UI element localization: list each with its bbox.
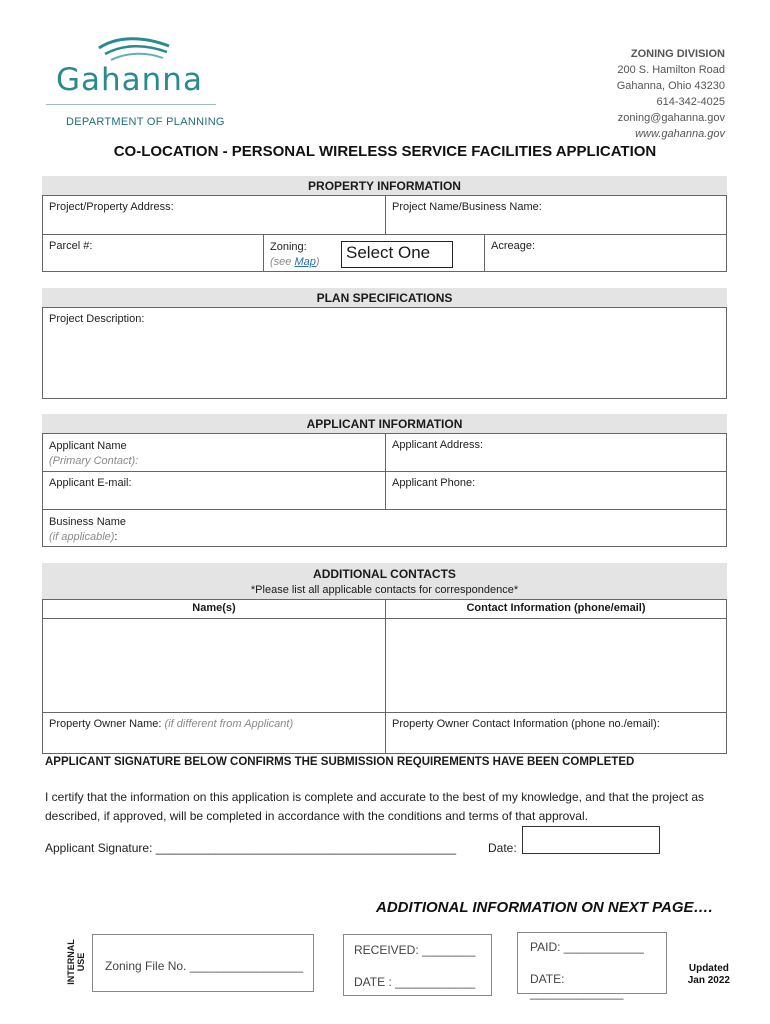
applicant-email-label: Applicant E-mail:	[49, 477, 132, 489]
business-name-label: Business Name	[49, 516, 127, 528]
applicant-phone-field[interactable]	[385, 471, 727, 510]
contact-block	[617, 46, 725, 142]
applicant-name-field[interactable]	[42, 433, 386, 472]
zoning-select[interactable]: Select One	[341, 241, 453, 268]
plan-heading: PLAN SPECIFICATIONS	[42, 288, 727, 308]
business-name-hint: (if applicable):	[49, 531, 118, 543]
signature-date-field[interactable]	[522, 826, 660, 854]
project-name-label: Project Name/Business Name:	[392, 201, 542, 213]
contact-info-column-header: Contact Information (phone/email)	[466, 602, 646, 614]
contact-phone: 614-342-4025	[656, 96, 725, 108]
paid-label: PAID: ____________	[530, 940, 644, 954]
property-heading: PROPERTY INFORMATION	[42, 176, 727, 196]
contacts-heading-band	[42, 563, 727, 600]
applicant-name-label: Applicant Name	[49, 440, 127, 452]
zoning-file-box[interactable]	[92, 934, 314, 992]
applicant-address-label: Applicant Address:	[392, 439, 484, 451]
address-line-2: Gahanna, Ohio 43230	[616, 80, 725, 92]
acreage-label: Acreage:	[491, 240, 536, 252]
internal-use-label: INTERNAL USE	[66, 939, 86, 985]
received-label: RECEIVED: ________	[354, 943, 476, 957]
department-name: DEPARTMENT OF PLANNING	[66, 116, 225, 128]
form-title: CO-LOCATION - PERSONAL WIRELESS SERVICE FACILITIES APPLICATION	[113, 143, 657, 160]
contact-website[interactable]: www.gahanna.gov	[635, 128, 725, 140]
business-name-field[interactable]	[42, 509, 727, 547]
applicant-email-field[interactable]	[42, 471, 386, 510]
applicant-phone-label: Applicant Phone:	[392, 477, 476, 489]
property-owner-contact-label: Property Owner Contact Information (phone no./email):	[392, 718, 660, 730]
project-name-field[interactable]	[385, 195, 727, 235]
date-label: Date:	[488, 841, 517, 855]
parcel-field[interactable]	[42, 234, 264, 272]
zoning-file-label: Zoning File No. _________________	[105, 959, 304, 973]
contact-info-column[interactable]	[385, 599, 727, 713]
parcel-label: Parcel #:	[49, 240, 93, 252]
applicant-name-hint: (Primary Contact):	[49, 455, 139, 467]
project-description-label: Project Description:	[49, 313, 145, 325]
paid-date-label: DATE: ______________	[530, 972, 624, 1000]
address-line-1: 200 S. Hamilton Road	[617, 64, 725, 76]
property-owner-name-hint: (if different from Applicant)	[164, 718, 294, 730]
zoning-hint: (see Map)	[270, 256, 320, 268]
applicant-address-field[interactable]	[385, 433, 727, 472]
next-page-notice: ADDITIONAL INFORMATION ON NEXT PAGE….	[376, 899, 713, 916]
names-column[interactable]	[42, 599, 386, 713]
contact-email[interactable]: zoning@gahanna.gov	[617, 112, 725, 124]
contacts-heading: ADDITIONAL CONTACTS	[313, 567, 456, 581]
column-header-divider	[42, 618, 727, 619]
logo-divider	[46, 104, 216, 105]
org-logo-wordmark: Gahanna	[56, 62, 203, 98]
property-address-label: Project/Property Address:	[49, 201, 174, 213]
applicant-heading: APPLICANT INFORMATION	[42, 414, 727, 434]
certification-text: I certify that the information on this application is complete and accurate to the best of my knowledge, and that the project as described, if approved, will be completed in accordance with the conditions and terms of that approval.	[45, 790, 705, 823]
received-box[interactable]	[343, 934, 492, 996]
updated-stamp: Updated Jan 2022	[687, 963, 730, 986]
property-owner-name-field[interactable]	[42, 712, 386, 754]
zoning-label: Zoning:	[270, 241, 307, 253]
applicant-signature-line[interactable]: Applicant Signature: _____________________________________________	[45, 841, 457, 855]
property-address-field[interactable]	[42, 195, 386, 235]
contacts-subheading: *Please list all applicable contacts for correspondence*	[250, 584, 519, 596]
project-description-field[interactable]	[42, 307, 727, 399]
names-column-header: Name(s)	[192, 602, 236, 614]
property-owner-name-label: Property Owner Name:	[49, 718, 165, 730]
received-date-label: DATE : ____________	[354, 975, 476, 989]
paid-box[interactable]	[517, 932, 667, 1000]
signature-heading: APPLICANT SIGNATURE BELOW CONFIRMS THE SUBMISSION REQUIREMENTS HAVE BEEN COMPLETED	[45, 756, 635, 768]
acreage-field[interactable]	[484, 234, 727, 272]
zoning-map-link[interactable]: Map	[294, 256, 316, 268]
property-owner-contact-field[interactable]	[385, 712, 727, 754]
division-name: ZONING DIVISION	[630, 48, 725, 60]
